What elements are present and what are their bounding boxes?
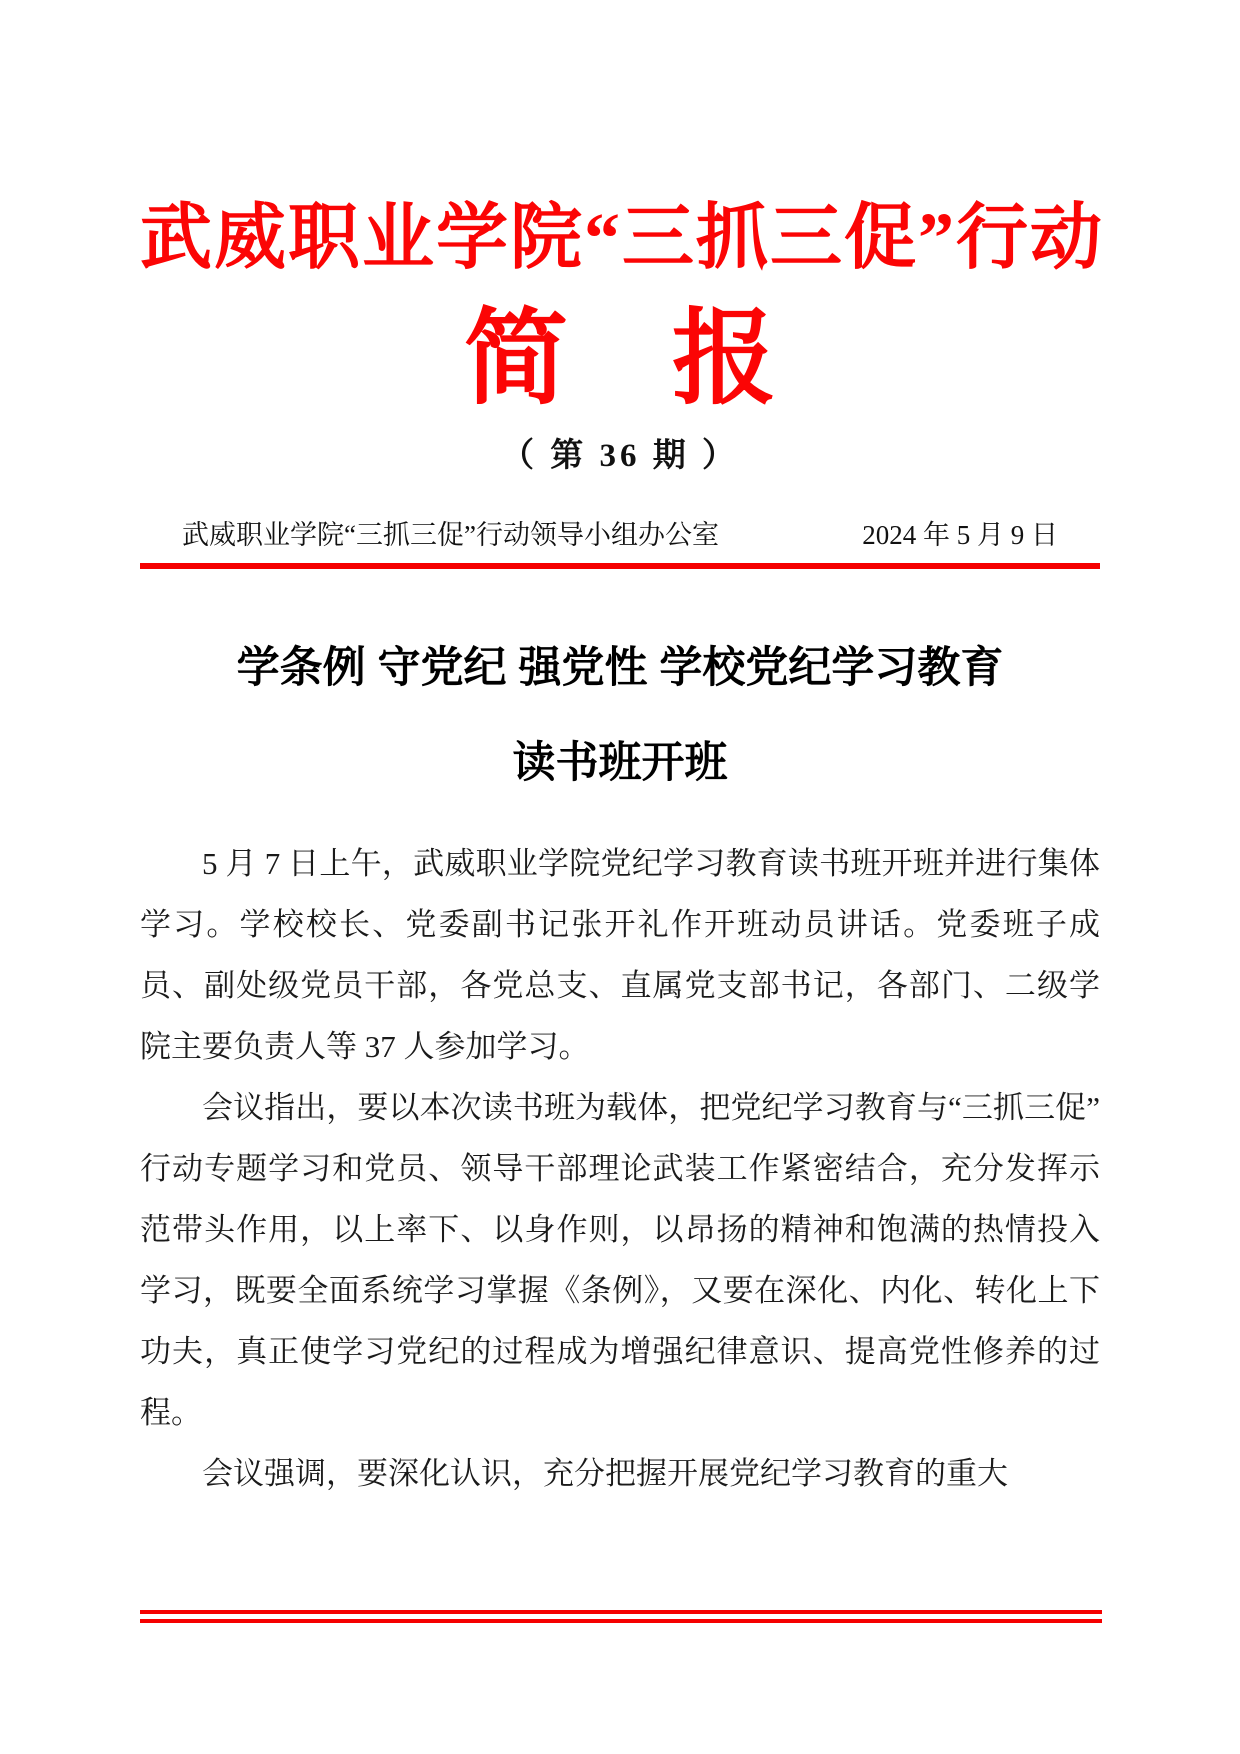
body-paragraph: 会议强调，要深化认识，充分把握开展党纪学习教育的重大 — [202, 1455, 1008, 1491]
issue-date: 2024 年 5 月 9 日 — [862, 519, 1058, 550]
masthead-subtitle-jianbao: 简 报 — [463, 301, 776, 417]
issuing-office: 武威职业学院“三抓三促”行动领导小组办公室 — [182, 519, 719, 550]
footer-double-rule — [140, 1610, 1102, 1623]
article-heading-line2: 读书班开班 — [512, 738, 728, 787]
masthead-title: 武威职业学院“三抓三促”行动 — [140, 198, 1105, 278]
page-content — [140, 0, 1105, 1504]
article-body — [140, 833, 1100, 1504]
issue-number: （ 第 36 期 ） — [501, 437, 739, 474]
body-paragraph: 会议指出，要以本次读书班为载体，把党纪学习教育与“三抓三促”行动专题学习和党员、领导干部理论武装工作紧密结合，充分发挥示范带头作用，以上率下、以身作则，以昂扬的精神和饱满的热情投入学习，既要全面系统学习掌握《条例》，又要在深化、内化、转化上下功夫，真正使学习党纪的过程成为增强纪律意识、提高党性修养的过程。 — [140, 1089, 1100, 1430]
office-date-row — [140, 518, 1100, 569]
article-heading — [140, 621, 1100, 811]
body-paragraph: 5 月 7 日上午，武威职业学院党纪学习教育读书班开班并进行集体学习。学校校长、党委副书记张开礼作开班动员讲话。党委班子成员、副处级党员干部，各党总支、直属党支部书记，各部门、二级学院主要负责人等 37 人参加学习。 — [140, 845, 1100, 1064]
article-heading-line1: 学条例 守党纪 强党性 学校党纪学习教育 — [236, 643, 1004, 692]
